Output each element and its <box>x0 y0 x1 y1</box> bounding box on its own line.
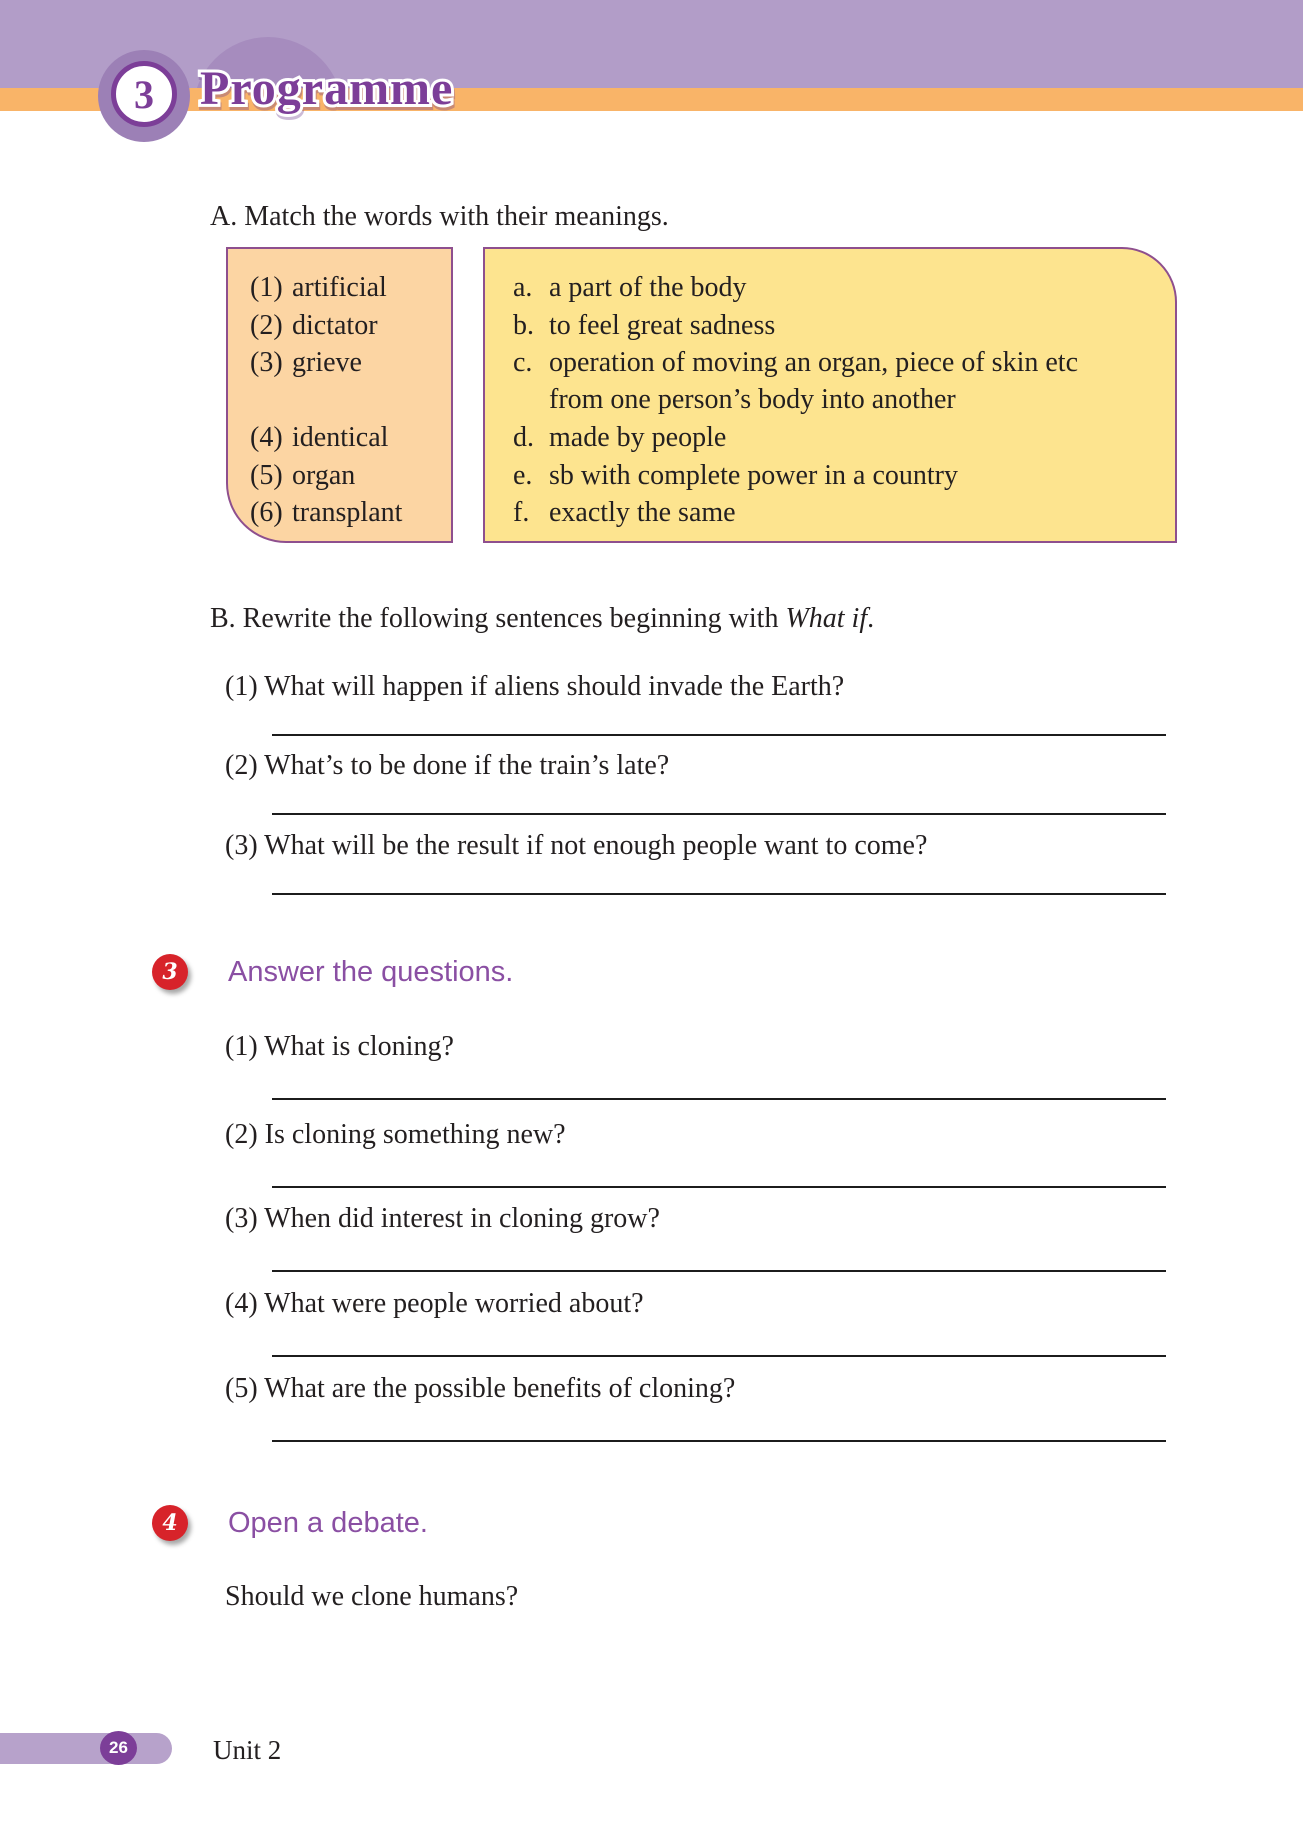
meaning-text: sb with complete power in a country <box>549 460 959 491</box>
word-label: organ <box>292 460 356 491</box>
meaning-letter: b. <box>513 310 534 341</box>
meaning-text: made by people <box>549 422 727 453</box>
meaning-text: operation of moving an organ, piece of skin etc <box>549 347 1078 378</box>
debate-question: Should we clone humans? <box>225 1581 519 1612</box>
question: (2) Is cloning something new? <box>225 1119 566 1150</box>
answer-line <box>272 1440 1166 1442</box>
word-label: artificial <box>292 272 387 303</box>
meaning-text: to feel great sadness <box>549 310 776 341</box>
question: (2) What’s to be done if the train’s late? <box>225 750 670 781</box>
meaning-text: a part of the body <box>549 272 747 303</box>
answer-line <box>272 1186 1166 1188</box>
word-number: (4) <box>250 422 283 453</box>
activity-4-badge <box>152 1505 188 1541</box>
word-label: identical <box>292 422 389 453</box>
word-number: (6) <box>250 497 283 528</box>
unit-number-badge <box>111 61 177 127</box>
question: (5) What are the possible benefits of cloning? <box>225 1373 736 1404</box>
meaning-letter: a. <box>513 272 533 303</box>
section-b-heading-italic: What if <box>785 603 868 634</box>
meaning-text-continued: from one person’s body into another <box>549 384 956 415</box>
answer-line <box>272 1098 1166 1100</box>
question: (1) What will happen if aliens should invade the Earth? <box>225 671 845 702</box>
answer-line <box>272 813 1166 815</box>
word-number: (3) <box>250 347 283 378</box>
meaning-letter: f. <box>513 497 530 528</box>
activity-3-number: 3 <box>162 959 178 985</box>
activity-3-badge <box>152 954 188 990</box>
meanings-box <box>483 247 1177 543</box>
word-number: (1) <box>250 272 283 303</box>
section-b-heading-text: B. Rewrite the following sentences beginning with <box>210 603 786 634</box>
question: (3) When did interest in cloning grow? <box>225 1203 660 1234</box>
answer-line <box>272 893 1166 895</box>
page-number: 26 <box>109 1738 128 1757</box>
question: (4) What were people worried about? <box>225 1288 644 1319</box>
words-box <box>226 247 453 543</box>
word-number: (5) <box>250 460 283 491</box>
answer-line <box>272 734 1166 736</box>
meaning-text: exactly the same <box>549 497 736 528</box>
page-number-badge <box>100 1731 137 1765</box>
question: (3) What will be the result if not enough people want to come? <box>225 830 928 861</box>
word-label: grieve <box>292 347 362 378</box>
answer-line <box>272 1270 1166 1272</box>
page-number-pill <box>0 1733 172 1764</box>
meaning-letter: d. <box>513 422 534 453</box>
word-label: transplant <box>292 497 403 528</box>
unit-label: Unit 2 <box>213 1735 282 1765</box>
answer-line <box>272 1355 1166 1357</box>
activity-4-number: 4 <box>162 1510 178 1536</box>
section-b-heading <box>210 602 874 636</box>
meaning-letter: c. <box>513 347 533 378</box>
page-title-graphic <box>190 52 630 124</box>
activity-3-heading: Answer the questions. <box>228 956 514 988</box>
word-label: dictator <box>292 310 378 341</box>
word-number: (2) <box>250 310 283 341</box>
meaning-letter: e. <box>513 460 533 491</box>
activity-4-heading: Open a debate. <box>228 1507 428 1539</box>
page-title: Programme <box>200 62 454 115</box>
question: (1) What is cloning? <box>225 1031 454 1062</box>
unit-number: 3 <box>134 71 154 117</box>
section-a-heading: A. Match the words with their meanings. <box>210 201 669 232</box>
section-b-heading-period: . <box>867 603 875 634</box>
